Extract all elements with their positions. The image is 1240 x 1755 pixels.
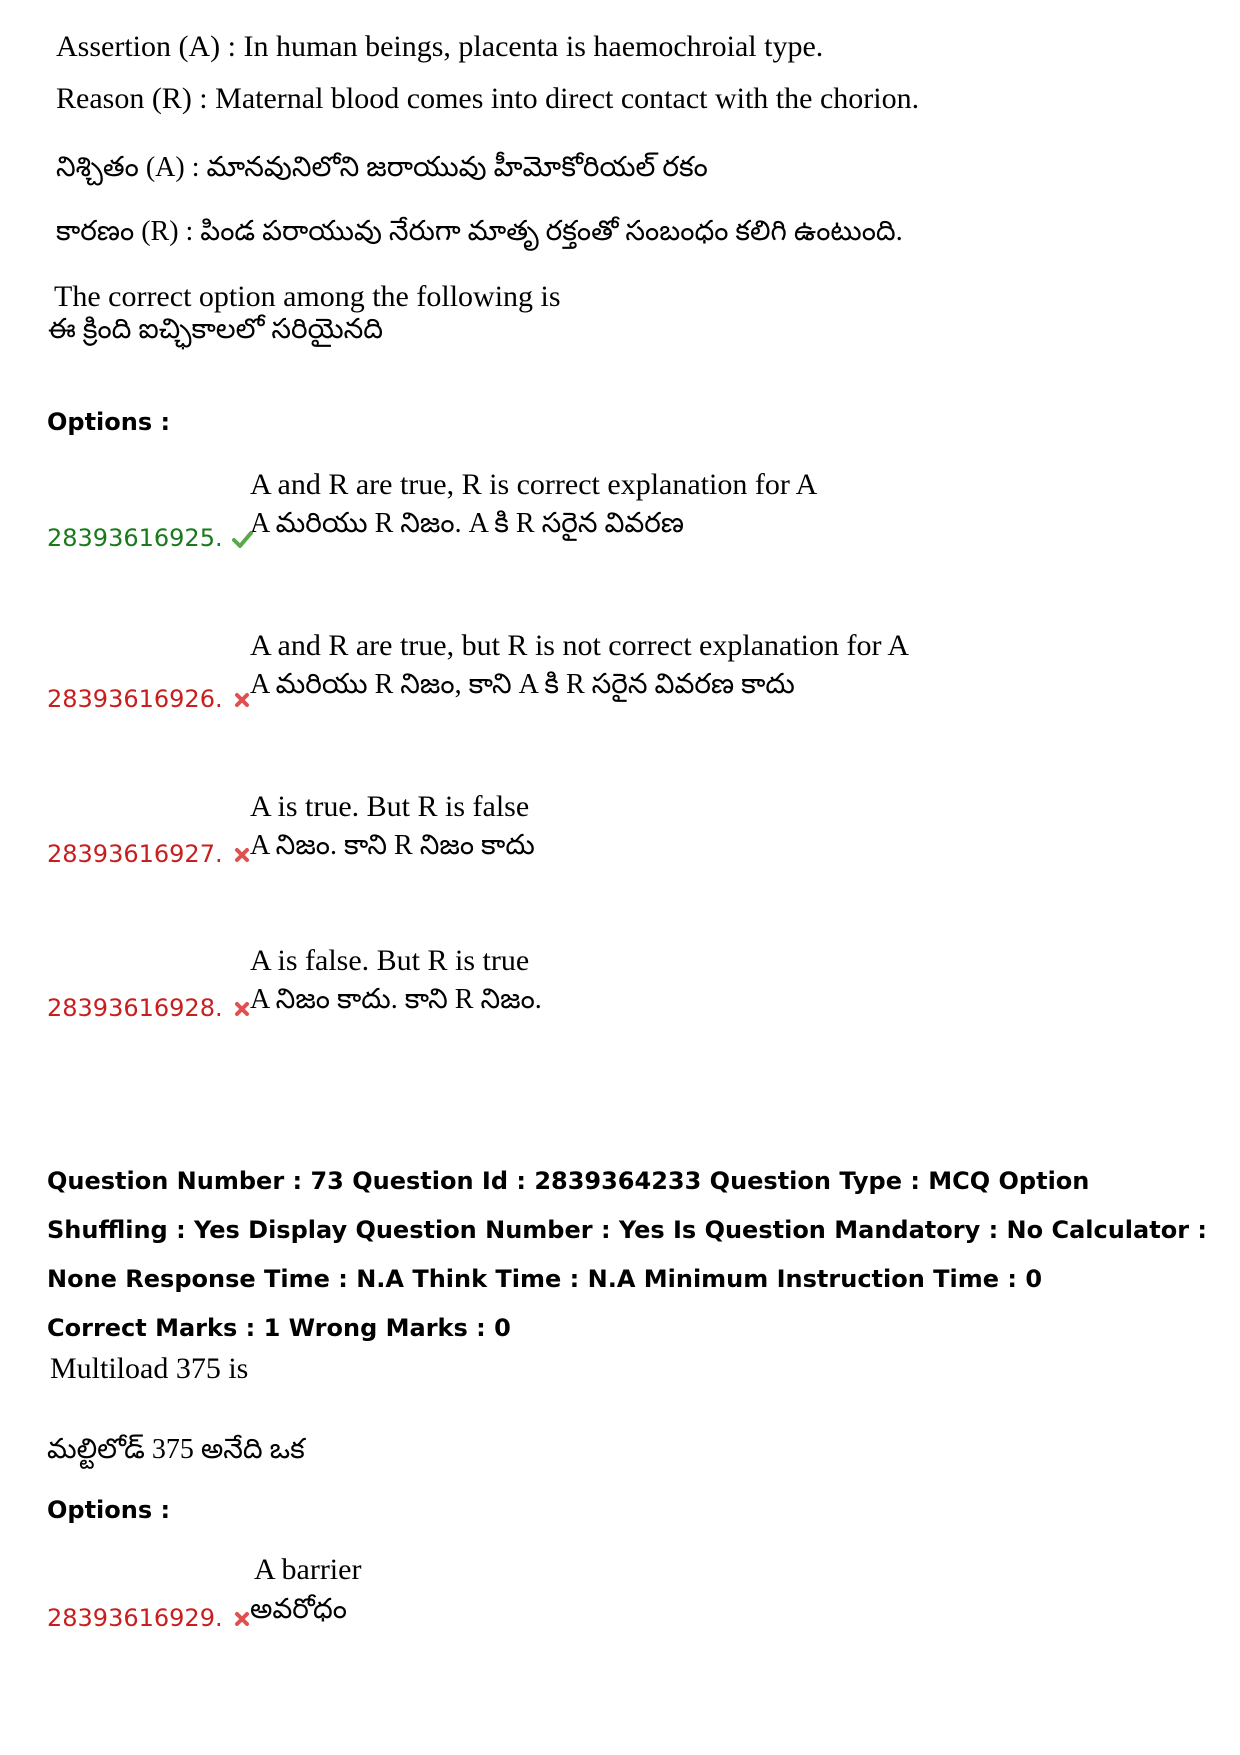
options-label: Options : (47, 408, 171, 436)
option-id (47, 524, 253, 552)
option-text-en: A is true. But R is false (250, 790, 530, 823)
cross-icon (231, 844, 253, 866)
option-id-text: 28393616925. (47, 524, 223, 552)
option-id (47, 1604, 253, 1632)
option-text-en: A and R are true, but R is not correct explanation for A (250, 629, 909, 662)
option-id (47, 685, 253, 713)
option-text-te: A మరియు R నిజం. A కి R సరైన వివరణ (250, 508, 685, 539)
assertion-te: నిశ్చితం (A) : మానవునిలోని జరాయువు హీమోకోరియల్ రకం (56, 152, 708, 183)
option-id (47, 840, 253, 868)
reason-te: కారణం (R) : పిండ పరాయువు నేరుగా మాతృ రక్తంతో సంబంధం కలిగి ఉంటుంది. (56, 216, 903, 247)
question-meta: Question Number : 73 Question Id : 2839364233 Question Type : MCQ Option Shuffling : Yes Display Question Number : Yes Is Question Mandatory : No Calculator : None Response Time : N.A Think Time : N.A Minimum Instruction Time : 0 (47, 1167, 1207, 1293)
option-text-en: A and R are true, R is correct explanation for A (250, 468, 818, 501)
option-text-en: A barrier (254, 1553, 362, 1586)
assertion-en: Assertion (A) : In human beings, placenta is haemochroial type. (56, 30, 824, 63)
cross-icon (231, 998, 253, 1020)
question-marks: Correct Marks : 1 Wrong Marks : 0 (47, 1314, 511, 1342)
option-id-text: 28393616926. (47, 685, 223, 713)
option-id-text: 28393616927. (47, 840, 223, 868)
option-id (47, 994, 253, 1022)
cross-icon (231, 689, 253, 711)
option-id-text: 28393616929. (47, 1604, 223, 1632)
question-text-en: Multiload 375 is (50, 1352, 249, 1385)
check-icon (231, 528, 253, 550)
options-label: Options : (47, 1496, 171, 1524)
reason-en: Reason (R) : Maternal blood comes into direct contact with the chorion. (56, 82, 920, 115)
option-text-en: A is false. But R is true (250, 944, 530, 977)
prompt-en: The correct option among the following is (54, 280, 561, 313)
prompt-te: ఈ క్రింది ఐచ్ఛికాలలో సరియైనది (48, 314, 384, 345)
cross-icon (231, 1608, 253, 1630)
question-text-te: మల్టిలోడ్ 375 అనేది ఒక (47, 1434, 305, 1465)
option-text-te: A నిజం. కాని R నిజం కాదు (250, 830, 535, 861)
option-text-te: A నిజం కాదు. కాని R నిజం. (250, 984, 542, 1015)
option-text-te: A మరియు R నిజం, కాని A కి R సరైన వివరణ కాదు (250, 669, 795, 700)
option-id-text: 28393616928. (47, 994, 223, 1022)
option-text-te: అవరోధం (250, 1594, 347, 1625)
